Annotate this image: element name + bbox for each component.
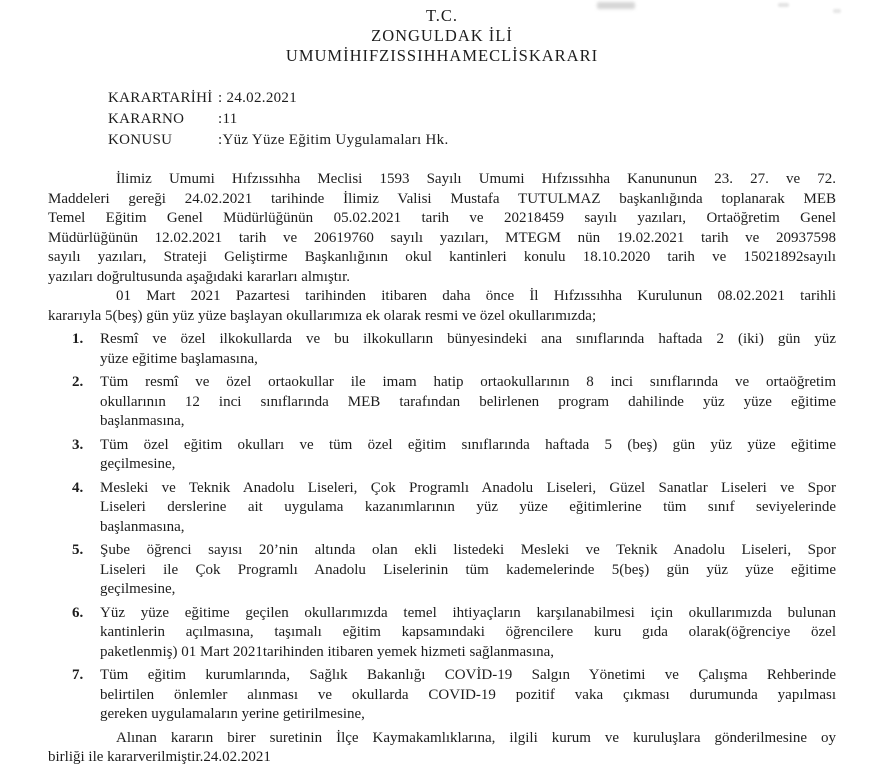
decision-item-1 [48,330,836,369]
decision-item-line: Şube öğrenci sayısı 20’nin altında olan ekli listedeki Mesleki ve Teknik Anadolu Liseleri, Spor [100,542,836,558]
decision-item-line: Liseleri derslerine ait uygulama kazanımlarının yüz yüze eğitimlerine tüm sınıf seviyelerinde [100,499,836,515]
header-province-line: ZONGULDAK İLİ [371,26,513,45]
closing-paragraph [48,729,836,768]
decision-item-line: yüze eğitime başlamasına, [100,350,258,367]
decision-item-line: Liseleri ile Çok Programlı Anadolu Liselerinin tüm kademelerinde 5(beş) gün yüz yüze eğitime [100,561,836,578]
decision-item-line: başlanmasına, [100,518,185,535]
decision-item-line: paketlenmiş) 01 Mart 2021tarihinden itibaren yemek hizmeti sağlanmasına, [100,643,555,660]
document-header [48,6,836,66]
decision-item-5 [48,541,836,600]
meta-row-decision-date [108,88,836,109]
paragraph-line: kararıyla 5(beş) gün yüz yüze başlayan okullarımıza ek olarak resmi ve özel okullarımızda; [48,307,597,324]
paragraph-line: sayılı yazıları, Strateji Geliştirme Başkanlığının okul kantinleri konulu 18.10.2020 tarih ve 15021892sayılı [48,249,836,265]
decision-item-2 [48,373,836,432]
decision-item-number: 1. [72,331,84,347]
header-board-decision-title: UMUMİHIFZISSIHHAMECLİSKARARI [285,46,599,65]
decision-item-number: 7. [72,667,84,683]
decision-item-line: geçilmesine, [100,456,176,472]
decision-body [48,170,836,768]
decision-item-number: 6. [72,604,84,621]
decision-item-line: başlanmasına, [100,413,185,429]
paragraph-line: Müdürlüğünün 12.02.2021 tarih ve 20619760 sayılı yazıları, MTEGM nün 19.02.2021 tarih ve 20937598 [48,229,836,246]
decision-item-line: Tüm eğitim kurumlarında, Sağlık Bakanlığı COVİD-19 Salgın Yönetimi ve Çalışma Rehberinde [100,667,836,683]
decision-item-line: Mesleki ve Teknik Anadolu Liseleri, Çok Programlı Anadolu Liseleri, Güzel Sanatlar Liseleri ve Spor [100,479,836,496]
decision-item-number: 2. [72,374,84,390]
scan-artifact [778,3,789,7]
paragraph-line: 01 Mart 2021 Pazartesi tarihinden itibaren daha önce İl Hıfzıssıhha Kurulunun 08.02.2021 tarihli [116,288,836,304]
effective-date-paragraph [48,287,836,326]
decision-item-line: Resmî ve özel ilkokullarda ve bu ilkokulların bünyesindeki ana sınıflarında haftada 2 (iki) gün yüz [100,331,836,347]
meta-row-subject [108,130,836,151]
decision-item-line: Yüz yüze eğitime geçilen okullarımızda temel ihtiyaçların karşılanabilmesi için okullarımızda bulunan [100,604,836,621]
decision-item-number: 4. [72,479,84,496]
decision-item-4 [48,479,836,538]
paragraph-line: Temel Eğitim Genel Müdürlüğünün 05.02.2021 tarih ve 20218459 sayılı yazıları, Ortaöğretim Genel [48,210,836,226]
header-republic-line: T.C. [425,6,459,25]
decision-item-3 [48,436,836,475]
meta-value-decision-date: : 24.02.2021 [218,90,298,106]
meta-label-subject: KONUSU [108,132,173,148]
decision-meta-block [108,88,836,151]
scan-artifact [833,9,841,13]
decision-item-line: Tüm özel eğitim okulları ve tüm özel eğitim sınıflarında haftada 5 (beş) gün yüz yüze eğitime [100,436,836,453]
meta-row-decision-number [108,109,836,130]
decision-item-number: 5. [72,542,84,558]
paragraph-line: İlimiz Umumi Hıfzıssıhha Meclisi 1593 Sayılı Umumi Hıfzıssıhha Kanununun 23. 27. ve 72. [116,171,836,187]
meta-label-decision-number: KARARNO [108,111,185,127]
paragraph-line: birliği ile kararverilmiştir.24.02.2021 [48,749,271,765]
decision-item-line: Tüm resmî ve özel ortaokullar ile imam hatip ortaokullarının 8 inci sınıflarında ve ortaöğretim [100,374,836,390]
paragraph-line: Maddeleri gereği 24.02.2021 tarihinde İlimiz Valisi Mustafa TUTULMAZ başkanlığında toplanarak MEB [48,190,836,207]
decision-item-line: belirtilen önlemler alınması ve okullarda COVID-19 pozitif vaka çıkması durumunda yapılması [100,686,836,703]
paragraph-line: yazıları doğrultusunda aşağıdaki kararları almıştır. [48,268,350,285]
meta-value-decision-number: :11 [218,111,238,127]
meta-value-subject: :Yüz Yüze Eğitim Uygulamaları Hk. [218,132,449,148]
decision-item-number: 3. [72,436,84,453]
decision-item-line: gereken uygulamaların yerine getirilmesine, [100,706,365,722]
scan-artifact [597,2,635,9]
decision-item-6 [48,604,836,663]
meta-label-decision-date: KARARTARİHİ [108,90,213,106]
decision-item-line: okullarının 12 inci sınıflarında MEB tarafından belirlenen program dahilinde yüz yüze eğitime [100,393,836,410]
decision-item-line: kantinlerin açılmasına, taşımalı eğitim kapsamındaki öğrencilere kuru gıda olarak(öğrenciye özel [100,624,836,640]
decision-item-7 [48,666,836,725]
paragraph-line: Alınan kararın birer suretinin İlçe Kaymakamlıklarına, ilgili kurum ve kuruluşlara gönderilmesine oy [116,729,836,746]
decision-item-line: geçilmesine, [100,581,176,597]
intro-paragraph [48,170,836,287]
